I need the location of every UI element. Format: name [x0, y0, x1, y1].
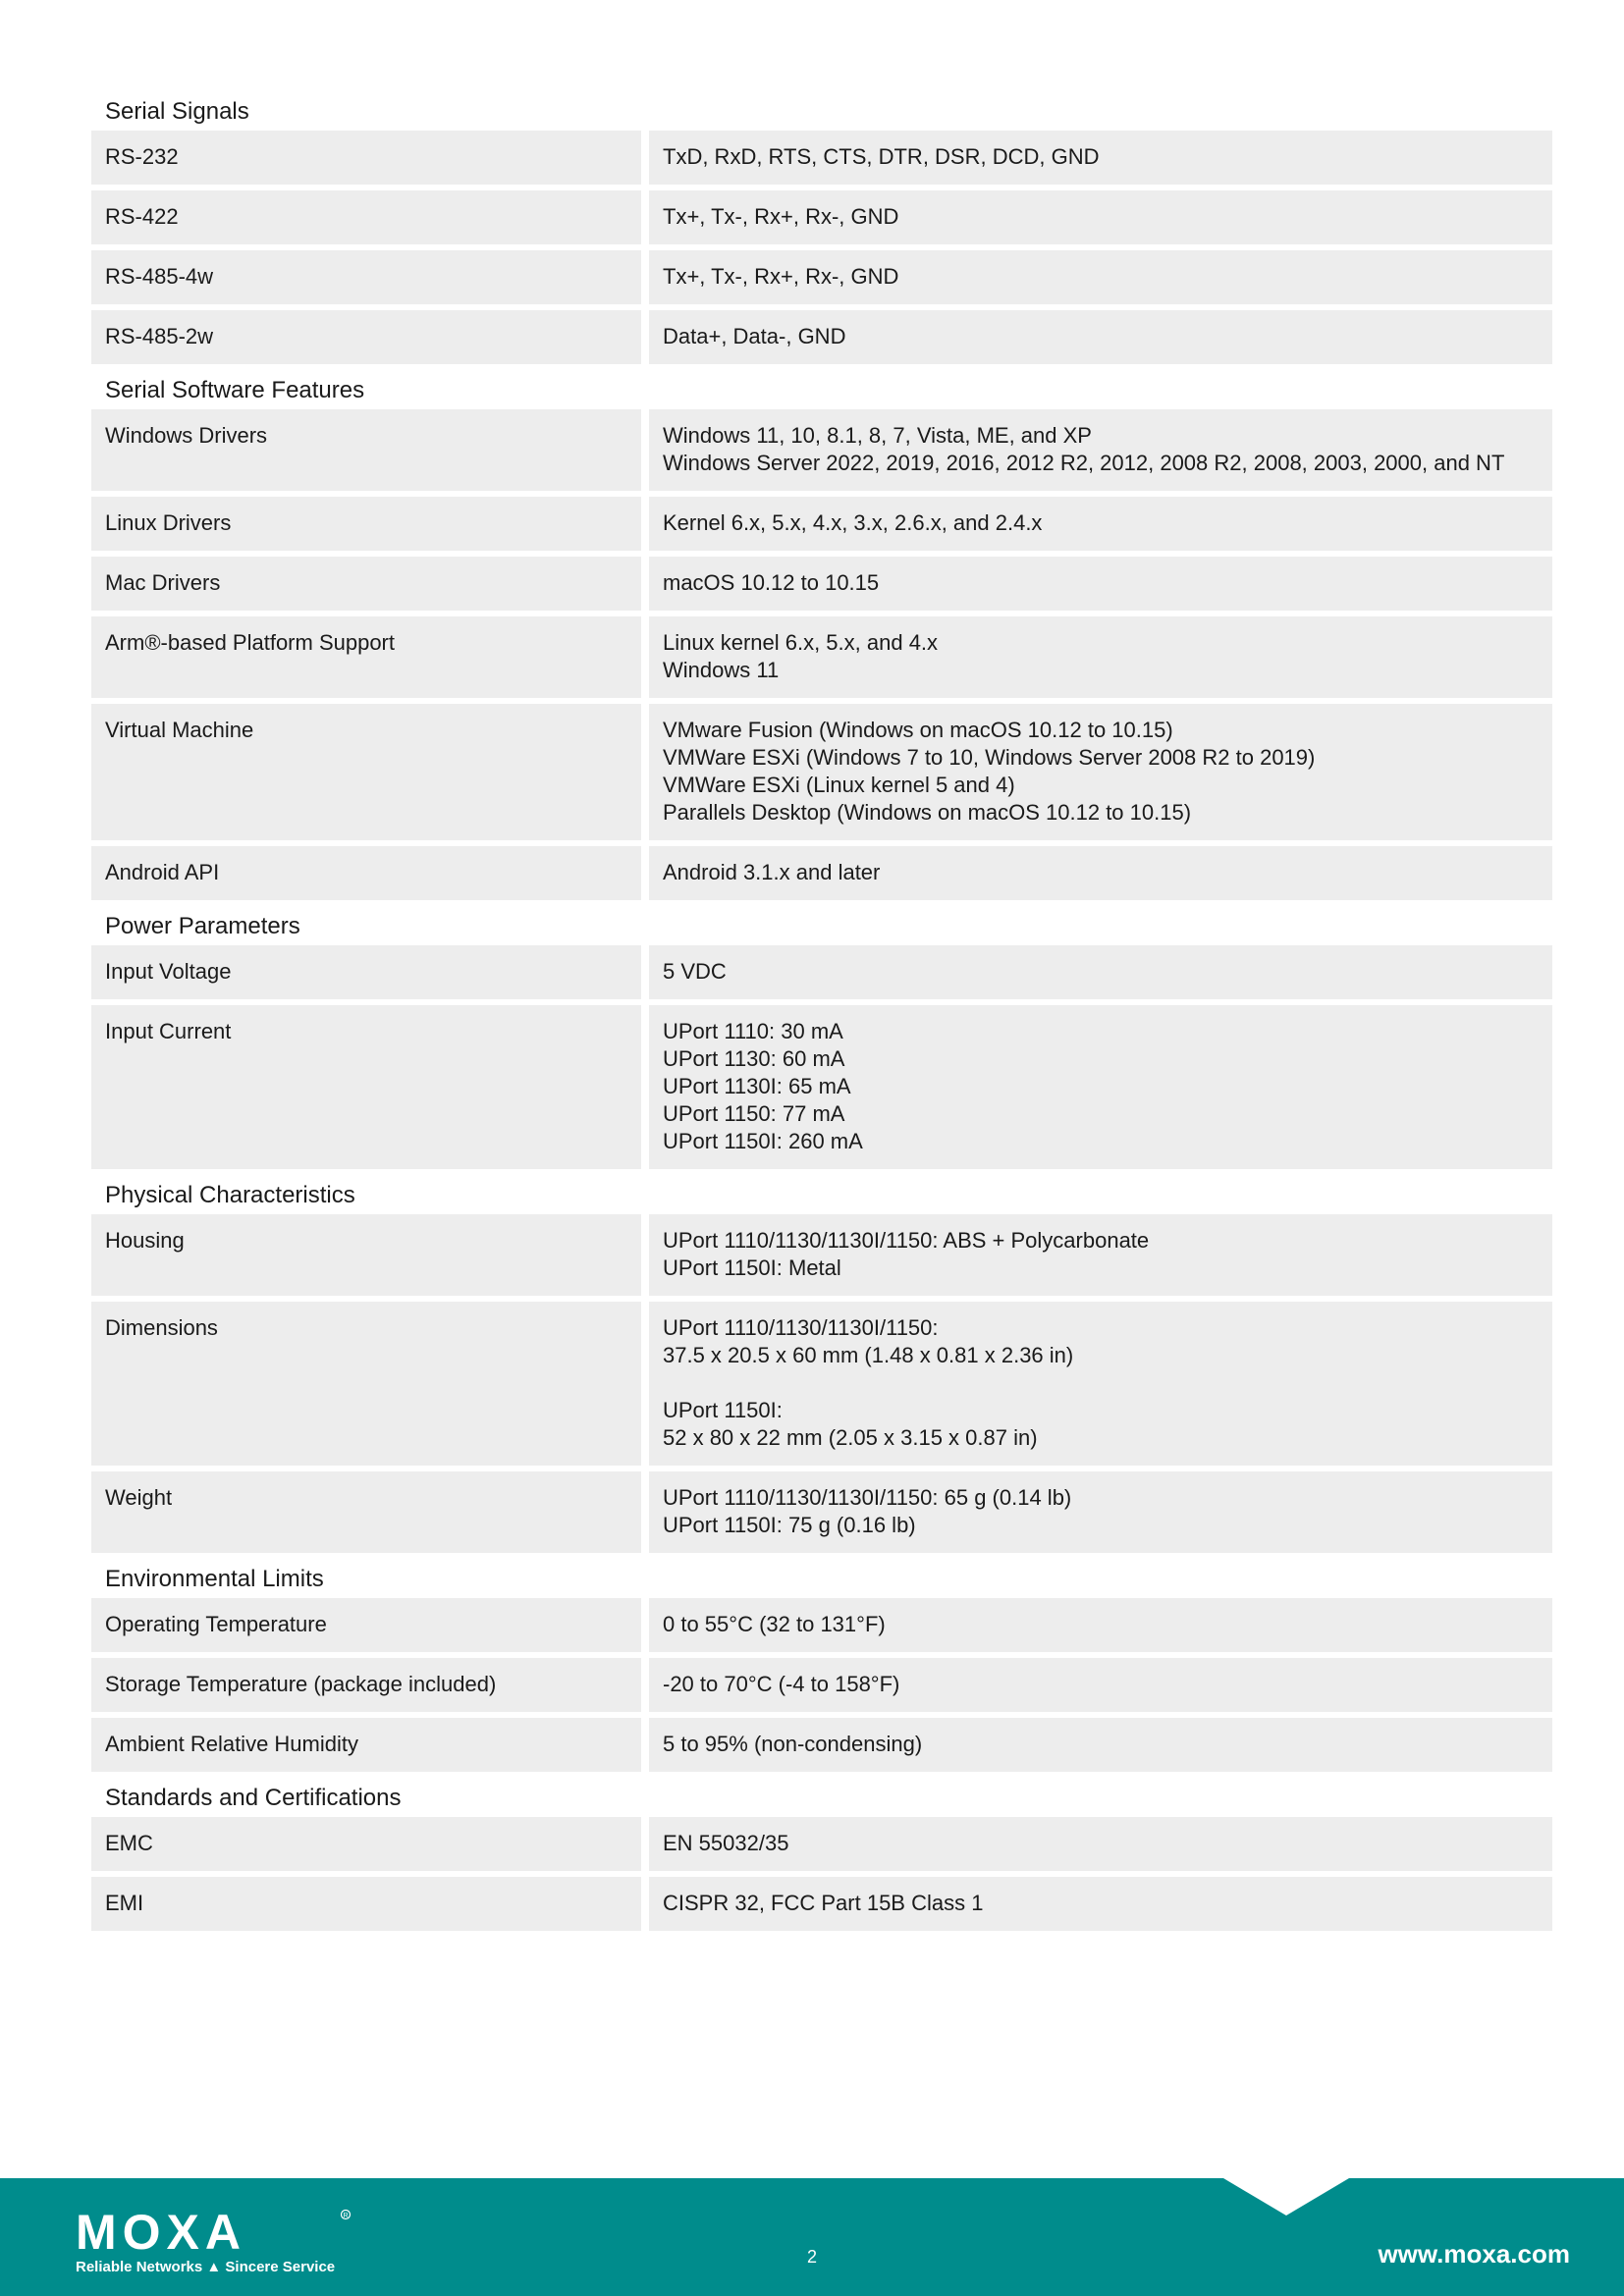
spec-label: RS-485-4w	[91, 250, 641, 304]
spec-section	[91, 908, 1552, 1169]
section-title: Power Parameters	[105, 913, 300, 939]
spec-row	[91, 945, 1552, 999]
spec-label: Weight	[91, 1471, 641, 1553]
spec-value	[649, 1302, 1552, 1466]
spec-value-line: Tx+, Tx-, Rx+, Rx-, GND	[663, 264, 899, 289]
spec-value-line: Linux kernel 6.x, 5.x, and 4.x	[663, 630, 939, 655]
spec-row	[91, 190, 1552, 244]
spec-value-line: UPort 1110: 30 mA	[663, 1019, 843, 1043]
spec-label: RS-485-2w	[91, 310, 641, 364]
page-number: 2	[806, 2247, 817, 2267]
spec-value	[649, 250, 1552, 304]
spec-value-line: UPort 1150I: 75 g (0.16 lb)	[663, 1513, 916, 1537]
spec-section	[91, 93, 1552, 364]
spec-value	[649, 1877, 1552, 1931]
spec-value-line: 52 x 80 x 22 mm (2.05 x 3.15 x 0.87 in)	[663, 1425, 1038, 1450]
spec-value-line: 5 VDC	[663, 959, 727, 984]
spec-value	[649, 616, 1552, 698]
spec-row	[91, 1214, 1552, 1296]
spec-value	[649, 131, 1552, 185]
spec-value-line: VMWare ESXi (Linux kernel 5 and 4)	[663, 773, 1015, 797]
website-link[interactable]: www.moxa.com	[1378, 2239, 1570, 2269]
spec-label: RS-232	[91, 131, 641, 185]
section-title: Serial Signals	[105, 98, 249, 125]
spec-row	[91, 1005, 1552, 1169]
spec-value-line: UPort 1130I: 65 mA	[663, 1074, 851, 1098]
spec-value-line: Tx+, Tx-, Rx+, Rx-, GND	[663, 204, 899, 229]
spec-value-line: VMWare ESXi (Windows 7 to 10, Windows Server 2008 R2 to 2019)	[663, 745, 1316, 770]
spec-value-line: Windows Server 2022, 2019, 2016, 2012 R2, 2012, 2008 R2, 2008, 2003, 2000, and NT	[663, 451, 1505, 475]
spec-row	[91, 557, 1552, 611]
spec-label: EMI	[91, 1877, 641, 1931]
spec-value	[649, 1658, 1552, 1712]
spec-value-line: UPort 1130: 60 mA	[663, 1046, 845, 1071]
spec-value	[649, 945, 1552, 999]
spec-row	[91, 1598, 1552, 1652]
spec-value	[649, 1817, 1552, 1871]
spec-label: Housing	[91, 1214, 641, 1296]
logo-tagline: Reliable Networks ▲ Sincere Service	[76, 2259, 336, 2275]
spec-value-line: Kernel 6.x, 5.x, 4.x, 3.x, 2.6.x, and 2.4.x	[663, 510, 1043, 535]
spec-value-line	[663, 1369, 1539, 1397]
spec-value-line: CISPR 32, FCC Part 15B Class 1	[663, 1891, 984, 1915]
section-title: Standards and Certifications	[105, 1785, 402, 1811]
spec-label: Android API	[91, 846, 641, 900]
spec-value	[649, 1471, 1552, 1553]
spec-row	[91, 1302, 1552, 1466]
spec-value	[649, 1598, 1552, 1652]
spec-value-line: Windows 11, 10, 8.1, 8, 7, Vista, ME, and XP	[663, 423, 1092, 448]
spec-value-line: UPort 1110/1130/1130I/1150:	[663, 1315, 939, 1340]
spec-value	[649, 1214, 1552, 1296]
spec-row	[91, 310, 1552, 364]
spec-value-line: Parallels Desktop (Windows on macOS 10.12 to 10.15)	[663, 800, 1192, 825]
spec-value-line: Data+, Data-, GND	[663, 324, 846, 348]
spec-row	[91, 1718, 1552, 1772]
page-footer	[0, 2178, 1624, 2296]
spec-value	[649, 190, 1552, 244]
spec-value-line: TxD, RxD, RTS, CTS, DTR, DSR, DCD, GND	[663, 144, 1100, 169]
spec-row	[91, 250, 1552, 304]
spec-label: Windows Drivers	[91, 409, 641, 491]
spec-value-line: Windows 11	[663, 658, 780, 682]
spec-value-line: Android 3.1.x and later	[663, 860, 881, 884]
spec-label: Operating Temperature	[91, 1598, 641, 1652]
section-title: Physical Characteristics	[105, 1182, 355, 1208]
spec-label: Input Voltage	[91, 945, 641, 999]
spec-value	[649, 1718, 1552, 1772]
spec-value-line: UPort 1110/1130/1130I/1150: ABS + Polycarbonate	[663, 1228, 1150, 1253]
spec-row	[91, 131, 1552, 185]
spec-row	[91, 1877, 1552, 1931]
spec-value-line: 5 to 95% (non-condensing)	[663, 1732, 923, 1756]
spec-value-line: UPort 1150I: 260 mA	[663, 1129, 863, 1153]
spec-section	[91, 1561, 1552, 1772]
spec-label: Storage Temperature (package included)	[91, 1658, 641, 1712]
spec-label: EMC	[91, 1817, 641, 1871]
section-title: Environmental Limits	[105, 1566, 324, 1592]
spec-label: Virtual Machine	[91, 704, 641, 840]
spec-row	[91, 704, 1552, 840]
spec-value-line: UPort 1110/1130/1130I/1150: 65 g (0.14 lb)	[663, 1485, 1072, 1510]
spec-row	[91, 497, 1552, 551]
spec-tables	[91, 93, 1552, 1937]
spec-section	[91, 372, 1552, 900]
spec-row	[91, 1658, 1552, 1712]
spec-row	[91, 1817, 1552, 1871]
spec-section	[91, 1780, 1552, 1931]
spec-value	[649, 310, 1552, 364]
section-title: Serial Software Features	[105, 377, 365, 403]
spec-value	[649, 409, 1552, 491]
spec-label: Linux Drivers	[91, 497, 641, 551]
spec-value-line: -20 to 70°C (-4 to 158°F)	[663, 1672, 900, 1696]
svg-text:R: R	[343, 2213, 349, 2219]
spec-value-line: UPort 1150I:	[663, 1398, 783, 1422]
spec-section	[91, 1177, 1552, 1553]
spec-label: Mac Drivers	[91, 557, 641, 611]
footer-notch	[1223, 2178, 1349, 2216]
spec-row	[91, 409, 1552, 491]
spec-row	[91, 616, 1552, 698]
spec-value-line: UPort 1150: 77 mA	[663, 1101, 845, 1126]
spec-row	[91, 1471, 1552, 1553]
spec-value-line: EN 55032/35	[663, 1831, 789, 1855]
spec-value	[649, 846, 1552, 900]
spec-value-line: 37.5 x 20.5 x 60 mm (1.48 x 0.81 x 2.36 in)	[663, 1343, 1074, 1367]
logo-wordmark: MOXA	[76, 2208, 246, 2255]
spec-value	[649, 557, 1552, 611]
spec-value	[649, 497, 1552, 551]
spec-label: RS-422	[91, 190, 641, 244]
spec-label: Ambient Relative Humidity	[91, 1718, 641, 1772]
spec-value	[649, 1005, 1552, 1169]
spec-row	[91, 846, 1552, 900]
spec-value	[649, 704, 1552, 840]
spec-value-line: UPort 1150I: Metal	[663, 1255, 841, 1280]
spec-value-line: 0 to 55°C (32 to 131°F)	[663, 1612, 886, 1636]
spec-label: Input Current	[91, 1005, 641, 1169]
spec-label: Arm®-based Platform Support	[91, 616, 641, 698]
spec-value-line: VMware Fusion (Windows on macOS 10.12 to 10.15)	[663, 718, 1173, 742]
spec-value-line: macOS 10.12 to 10.15	[663, 570, 880, 595]
spec-label: Dimensions	[91, 1302, 641, 1466]
